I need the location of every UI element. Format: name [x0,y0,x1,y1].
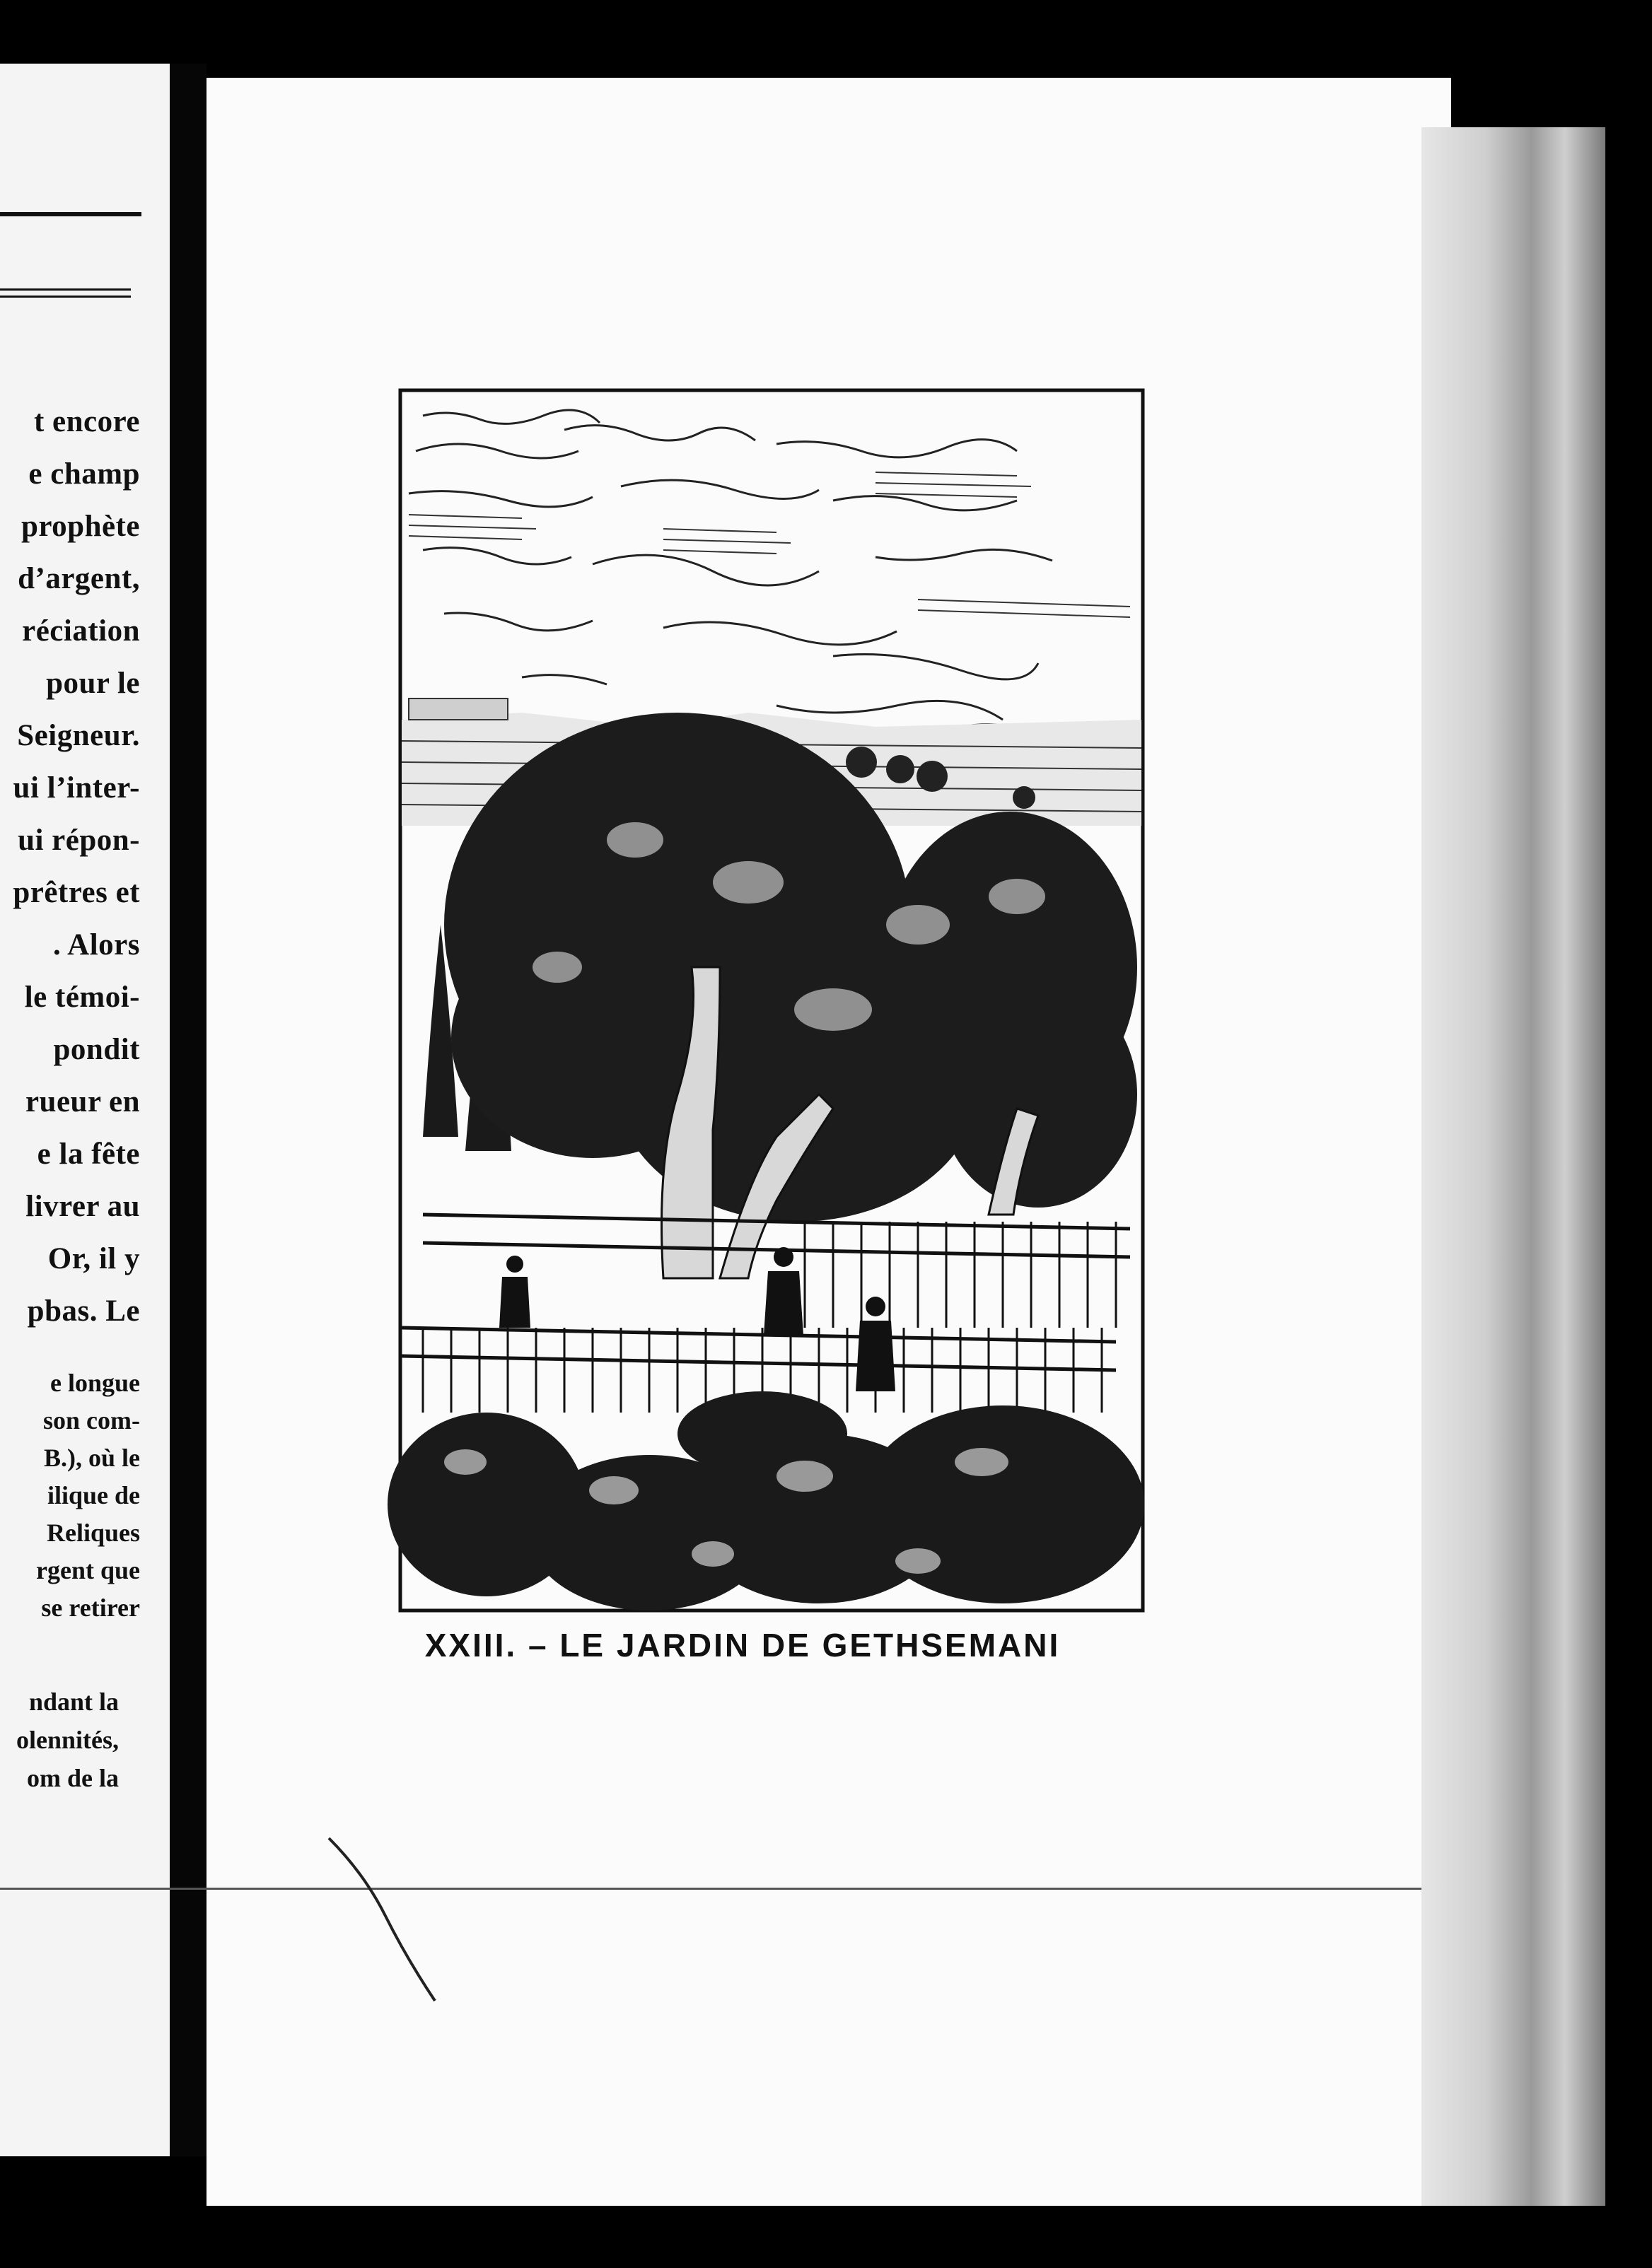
engraving-plate [380,387,1165,1613]
page-crease-line [0,1888,1421,1890]
note-line: olennités, [16,1726,119,1754]
note-line: ilique de [47,1481,140,1509]
text-line: d’argent, [18,562,140,595]
note-line: se retirer [41,1594,140,1622]
note-line: Reliques [46,1519,140,1547]
stray-hair-mark [322,1831,449,2015]
header-rule [0,212,141,216]
text-line: pondit [53,1033,140,1066]
text-line: e champ [28,457,140,491]
note-line: om de la [27,1764,119,1792]
text-line: ui l’inter- [13,771,140,805]
note-line: son com- [43,1406,140,1434]
text-line: réciation [22,614,140,648]
text-line: prêtres et [13,876,140,909]
page-fore-edge [1421,127,1605,2206]
note-line: B.), où le [43,1444,140,1472]
text-line: livrer au [25,1190,140,1223]
header-rule-thin [0,296,131,298]
note-line: rgent que [36,1556,140,1584]
text-line: Seigneur. [17,719,140,752]
note-line: e longue [50,1369,140,1397]
left-page [0,64,170,2156]
text-line: . Alors [53,928,140,961]
left-page-footnote-2 [0,1683,119,1797]
text-line: ui répon- [18,824,140,857]
text-line: le témoi- [24,981,140,1014]
plate-caption: XXIII. – LE JARDIN DE GETHSEMANI [424,1627,1061,1664]
text-line: pour le [46,667,140,700]
text-line: Or, il y [47,1242,140,1275]
foreground-foliage [388,1391,1144,1611]
text-line: rueur en [25,1085,140,1118]
text-line: prophète [21,510,140,543]
header-rule-thin [0,288,131,291]
note-line: ndant la [28,1688,119,1716]
text-line: t encore [33,405,140,438]
text-line: pbas. Le [27,1294,140,1328]
text-line: e la fête [37,1138,140,1171]
book-gutter [170,64,206,2156]
left-page-footnote [0,1364,140,1627]
left-page-body [0,396,140,1338]
